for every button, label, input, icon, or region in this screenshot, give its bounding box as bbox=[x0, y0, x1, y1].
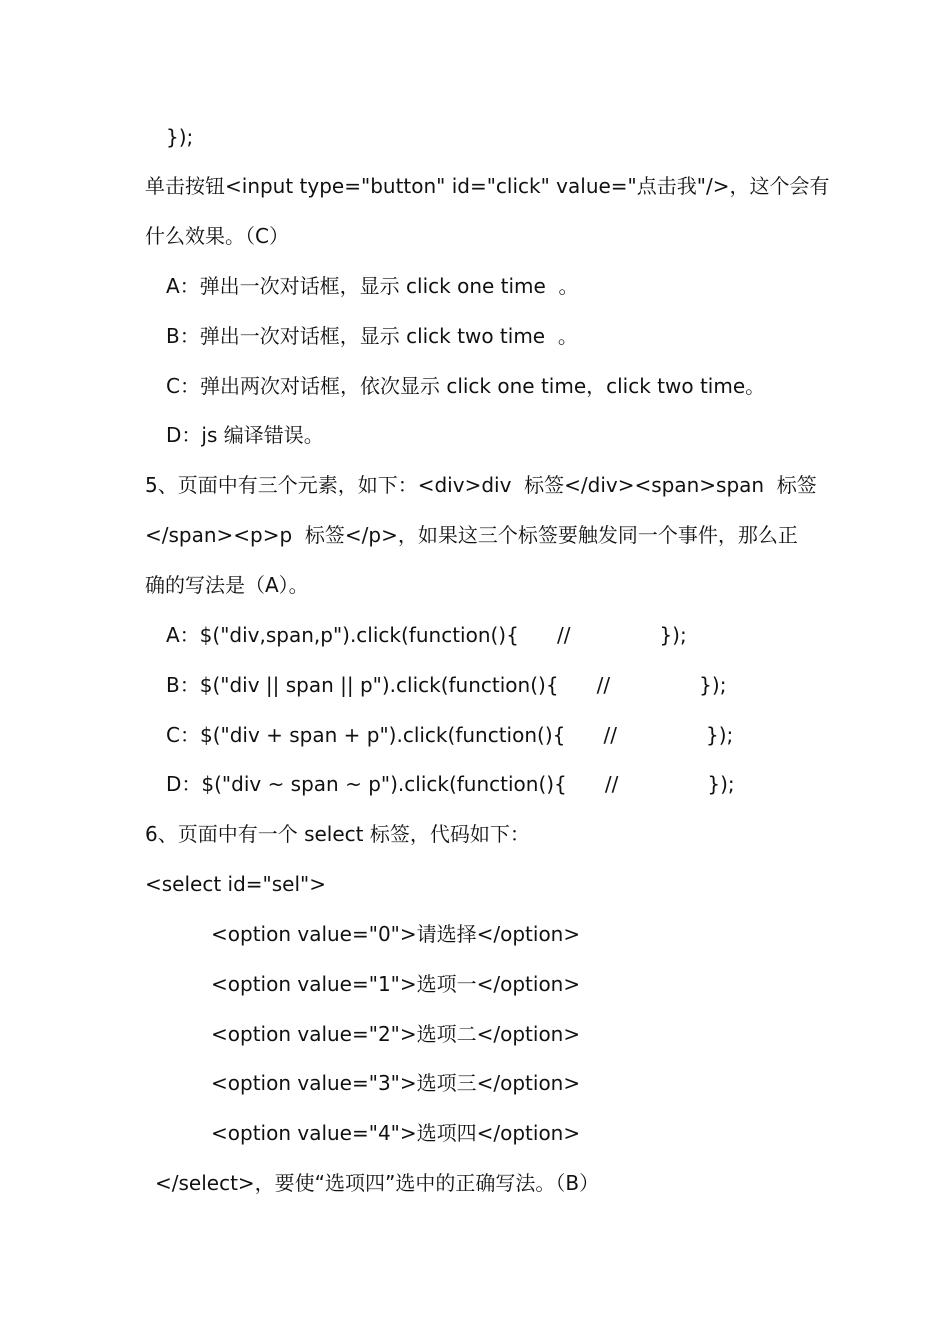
select-close-question-line: </select>，要使“选项四”选中的正确写法。（B） bbox=[155, 1171, 600, 1195]
question-4-option-b: B：弹出一次对话框，显示 click two time 。 bbox=[166, 324, 578, 348]
question-4-option-c: C：弹出两次对话框，依次显示 click one time，click two time。 bbox=[166, 374, 766, 398]
question-5-option-b: B：$("div || span || p").click(function(){ // }); bbox=[166, 673, 727, 697]
question-5-option-d: D：$("div ~ span ~ p").click(function(){ // }); bbox=[166, 772, 735, 796]
question-5-text-line-2: </span><p>p 标签</p>，如果这三个标签要触发同一个事件，那么正 bbox=[145, 523, 798, 547]
question-5-option-c: C：$("div + span + p").click(function(){ // }); bbox=[166, 723, 734, 747]
option-line-2: <option value="2">选项二</option> bbox=[211, 1022, 581, 1046]
option-line-1: <option value="1">选项一</option> bbox=[211, 972, 581, 996]
option-line-0: <option value="0">请选择</option> bbox=[211, 922, 581, 946]
option-line-3: <option value="3">选项三</option> bbox=[211, 1071, 581, 1095]
question-5-option-a: A：$("div,span,p").click(function(){ // }); bbox=[166, 623, 687, 647]
code-closing-line: }); bbox=[166, 125, 194, 149]
question-4-text-line-2: 什么效果。（C） bbox=[145, 224, 289, 248]
question-5-text-line-1: 5、页面中有三个元素，如下：<div>div 标签</div><span>span 标签 bbox=[145, 473, 817, 497]
option-line-4: <option value="4">选项四</option> bbox=[211, 1121, 581, 1145]
question-5-text-line-3: 确的写法是（A）。 bbox=[145, 573, 309, 597]
select-open-tag: <select id="sel"> bbox=[145, 872, 326, 896]
question-4-text-line-1: 单击按钮<input type="button" id="click" value="点击我"/>，这个会有 bbox=[145, 174, 830, 198]
question-4-option-a: A：弹出一次对话框，显示 click one time 。 bbox=[166, 274, 579, 298]
question-6-text-line-1: 6、页面中有一个 select 标签，代码如下： bbox=[145, 822, 530, 846]
question-4-option-d: D：js 编译错误。 bbox=[166, 423, 324, 447]
